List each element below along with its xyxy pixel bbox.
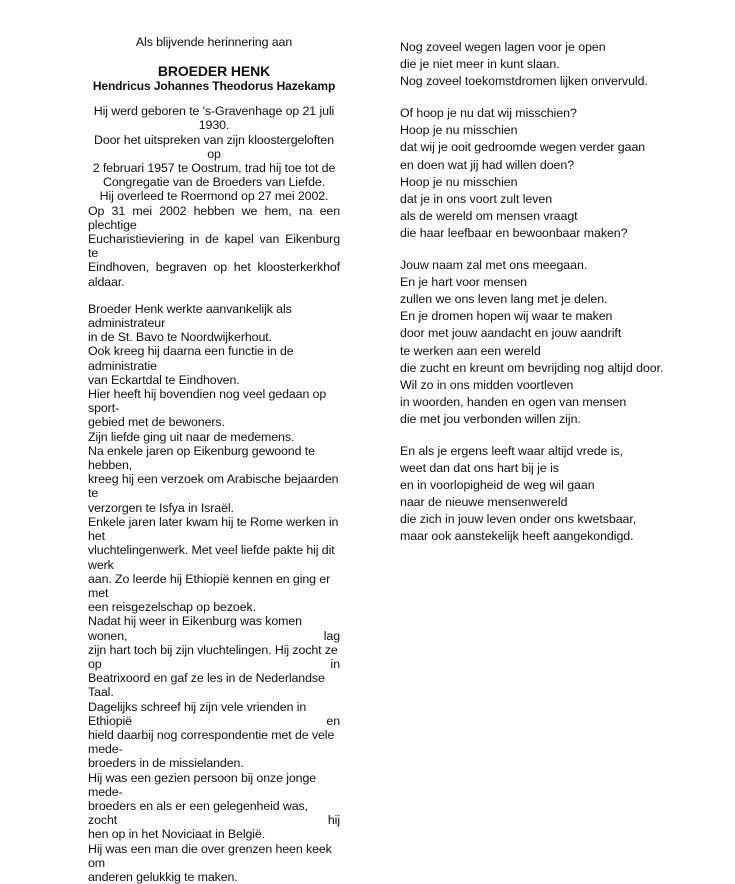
poem-line: En je hart voor mensen	[400, 275, 528, 290]
bio-line: 2 februari 1957 te Oostrum, trad hij toe tot de	[92, 161, 336, 176]
bio-line: Beatrixoord en gaf ze les in de Nederlandse Taal.	[88, 671, 325, 700]
bio-line: anderen gelukkig te maken.	[88, 869, 238, 884]
bio-line: aan. Zo leerde hij Ethiopië kennen en ging er met	[88, 571, 331, 600]
poem-stanza-3	[400, 257, 700, 428]
poem-line: die haar leefbaar en bewoonbaar maken?	[400, 225, 628, 240]
poem-line: maar ook aanstekelijk heeft aangekondigd.	[400, 529, 634, 544]
poem-line: te werken aan een wereld	[400, 343, 541, 358]
bio-line: gebied met de bewoners.	[88, 415, 225, 430]
bio-line: Door het uitspreken van zijn kloostergeloften op	[93, 132, 334, 161]
poem-stanza-4	[400, 443, 700, 546]
bio-line: Eucharistieviering in de kapel van Eikenburg te	[88, 232, 340, 261]
bio-line: Zijn liefde ging uit naar de medemens.	[88, 429, 295, 444]
bio-line: Dagelijks schreef hij zijn vele vrienden in Ethiopië en	[88, 699, 340, 728]
poem-column	[400, 39, 700, 561]
poem-line: Nog zoveel toekomstdromen lijken onvervuld.	[400, 74, 648, 89]
bio-line: Hij werd geboren te 's-Gravenhage op 21 juli 1930.	[93, 104, 335, 133]
career-paragraph	[88, 302, 340, 884]
bio-line: van Eckartdal te Eindhoven.	[88, 372, 240, 387]
poem-line: En als je ergens leeft waar altijd vrede is,	[400, 443, 624, 458]
poem-stanza-1	[400, 39, 700, 90]
birth-death-paragraph	[88, 104, 340, 203]
poem-line: dat wij je ooit gedroomde wegen verder gaan	[400, 140, 646, 155]
bio-line: Enkele jaren later kwam hij te Rome werken in het	[88, 514, 339, 544]
poem-line: Hoop je nu misschien	[400, 123, 518, 138]
bio-line: Hij overleed te Roermond op 27 mei 2002.	[99, 189, 329, 204]
poem-line: en in voorlopigheid de weg wil gaan	[400, 478, 595, 493]
bio-line: broeders en als er een gelegenheid was, zocht hij	[88, 798, 340, 828]
poem-line: als de wereld om mensen vraagt	[400, 208, 578, 223]
intro-line: Als blijvende herinnering aan	[135, 35, 293, 49]
bio-line: Hij was een man die over grenzen heen keek om	[88, 841, 332, 870]
poem-line: en doen wat jij had willen doen?	[400, 157, 575, 172]
poem-line: weet dan dat ons hart bij je is	[400, 461, 559, 476]
poem-line: die zich in jouw leven onder ons kwetsbaar,	[400, 512, 637, 527]
poem-line: Jouw naam zal met ons meegaan.	[400, 258, 588, 273]
bio-line: Hier heeft hij bovendien nog veel gedaan op sport-	[88, 387, 327, 416]
full-name: Hendricus Johannes Theodorus Hazekamp	[92, 79, 336, 94]
poem-line: Nog zoveel wegen lagen voor je open	[400, 40, 606, 54]
bio-line: broeders in de missielanden.	[88, 756, 244, 771]
poem-line: dat je in ons voort zult leven	[400, 191, 553, 206]
poem-line: in woorden, handen en ogen van mensen	[400, 394, 627, 409]
bio-line: Hij was een gezien persoon bij onze jonge mede-	[88, 770, 317, 799]
poem-line: En je dromen hopen wij waar te maken	[400, 309, 613, 324]
poem-line: die met jou verbonden willen zijn.	[400, 411, 581, 426]
bio-line: Ook kreeg hij daarna een functie in de administratie	[88, 344, 294, 373]
bio-line: een reisgezelschap op bezoek.	[88, 600, 256, 615]
bio-line: Nadat hij weer in Eikenburg was komen wonen, lag	[88, 614, 340, 643]
funeral-paragraph	[88, 204, 340, 289]
biography-column	[88, 35, 340, 884]
bio-line: kreeg hij een verzoek om Arabische bejaarden te	[88, 472, 339, 501]
bio-line: zijn hart toch bij zijn vluchtelingen. Hij zocht ze op in	[88, 642, 340, 671]
poem-line: die je niet meer in kunt slaan.	[400, 57, 560, 72]
name-title: BROEDER HENK	[157, 63, 271, 80]
poem-line: die zucht en kreunt om bevrijding nog altijd door.	[400, 360, 664, 375]
bio-line: Eindhoven, begraven op het kloosterkerkhof aldaar.	[88, 260, 340, 289]
poem-line: Hoop je nu misschien	[400, 174, 518, 189]
bio-line: in de St. Bavo te Noordwijkerhout.	[88, 330, 272, 345]
bio-line: Congregatie van de Broeders van Liefde.	[102, 175, 326, 190]
poem-line: Of hoop je nu dat wij misschien?	[400, 106, 577, 121]
bio-line: vluchtelingenwerk. Met veel liefde pakte hij dit werk	[88, 543, 335, 572]
bio-line: hield daarbij nog correspondentie met de vele mede-	[88, 727, 335, 757]
poem-stanza-2	[400, 105, 700, 242]
bio-line: Op 31 mei 2002 hebben we hem, na een plechtige	[88, 203, 340, 232]
poem-line: Wil zo in ons midden voortleven	[400, 377, 574, 392]
poem-line: naar de nieuwe mensenwereld	[400, 495, 568, 510]
poem-line: zullen we ons leven lang met je delen.	[400, 292, 608, 307]
bio-line: hen op in het Noviciaat in België.	[88, 827, 266, 842]
bio-line: verzorgen te Isfya in Israël.	[88, 500, 234, 515]
poem-line: door met jouw aandacht en jouw aandrift	[400, 326, 622, 341]
bio-line: Broeder Henk werkte aanvankelijk als administrateur	[88, 301, 292, 331]
bio-line: Na enkele jaren op Eikenburg gewoond te hebben,	[88, 443, 315, 473]
